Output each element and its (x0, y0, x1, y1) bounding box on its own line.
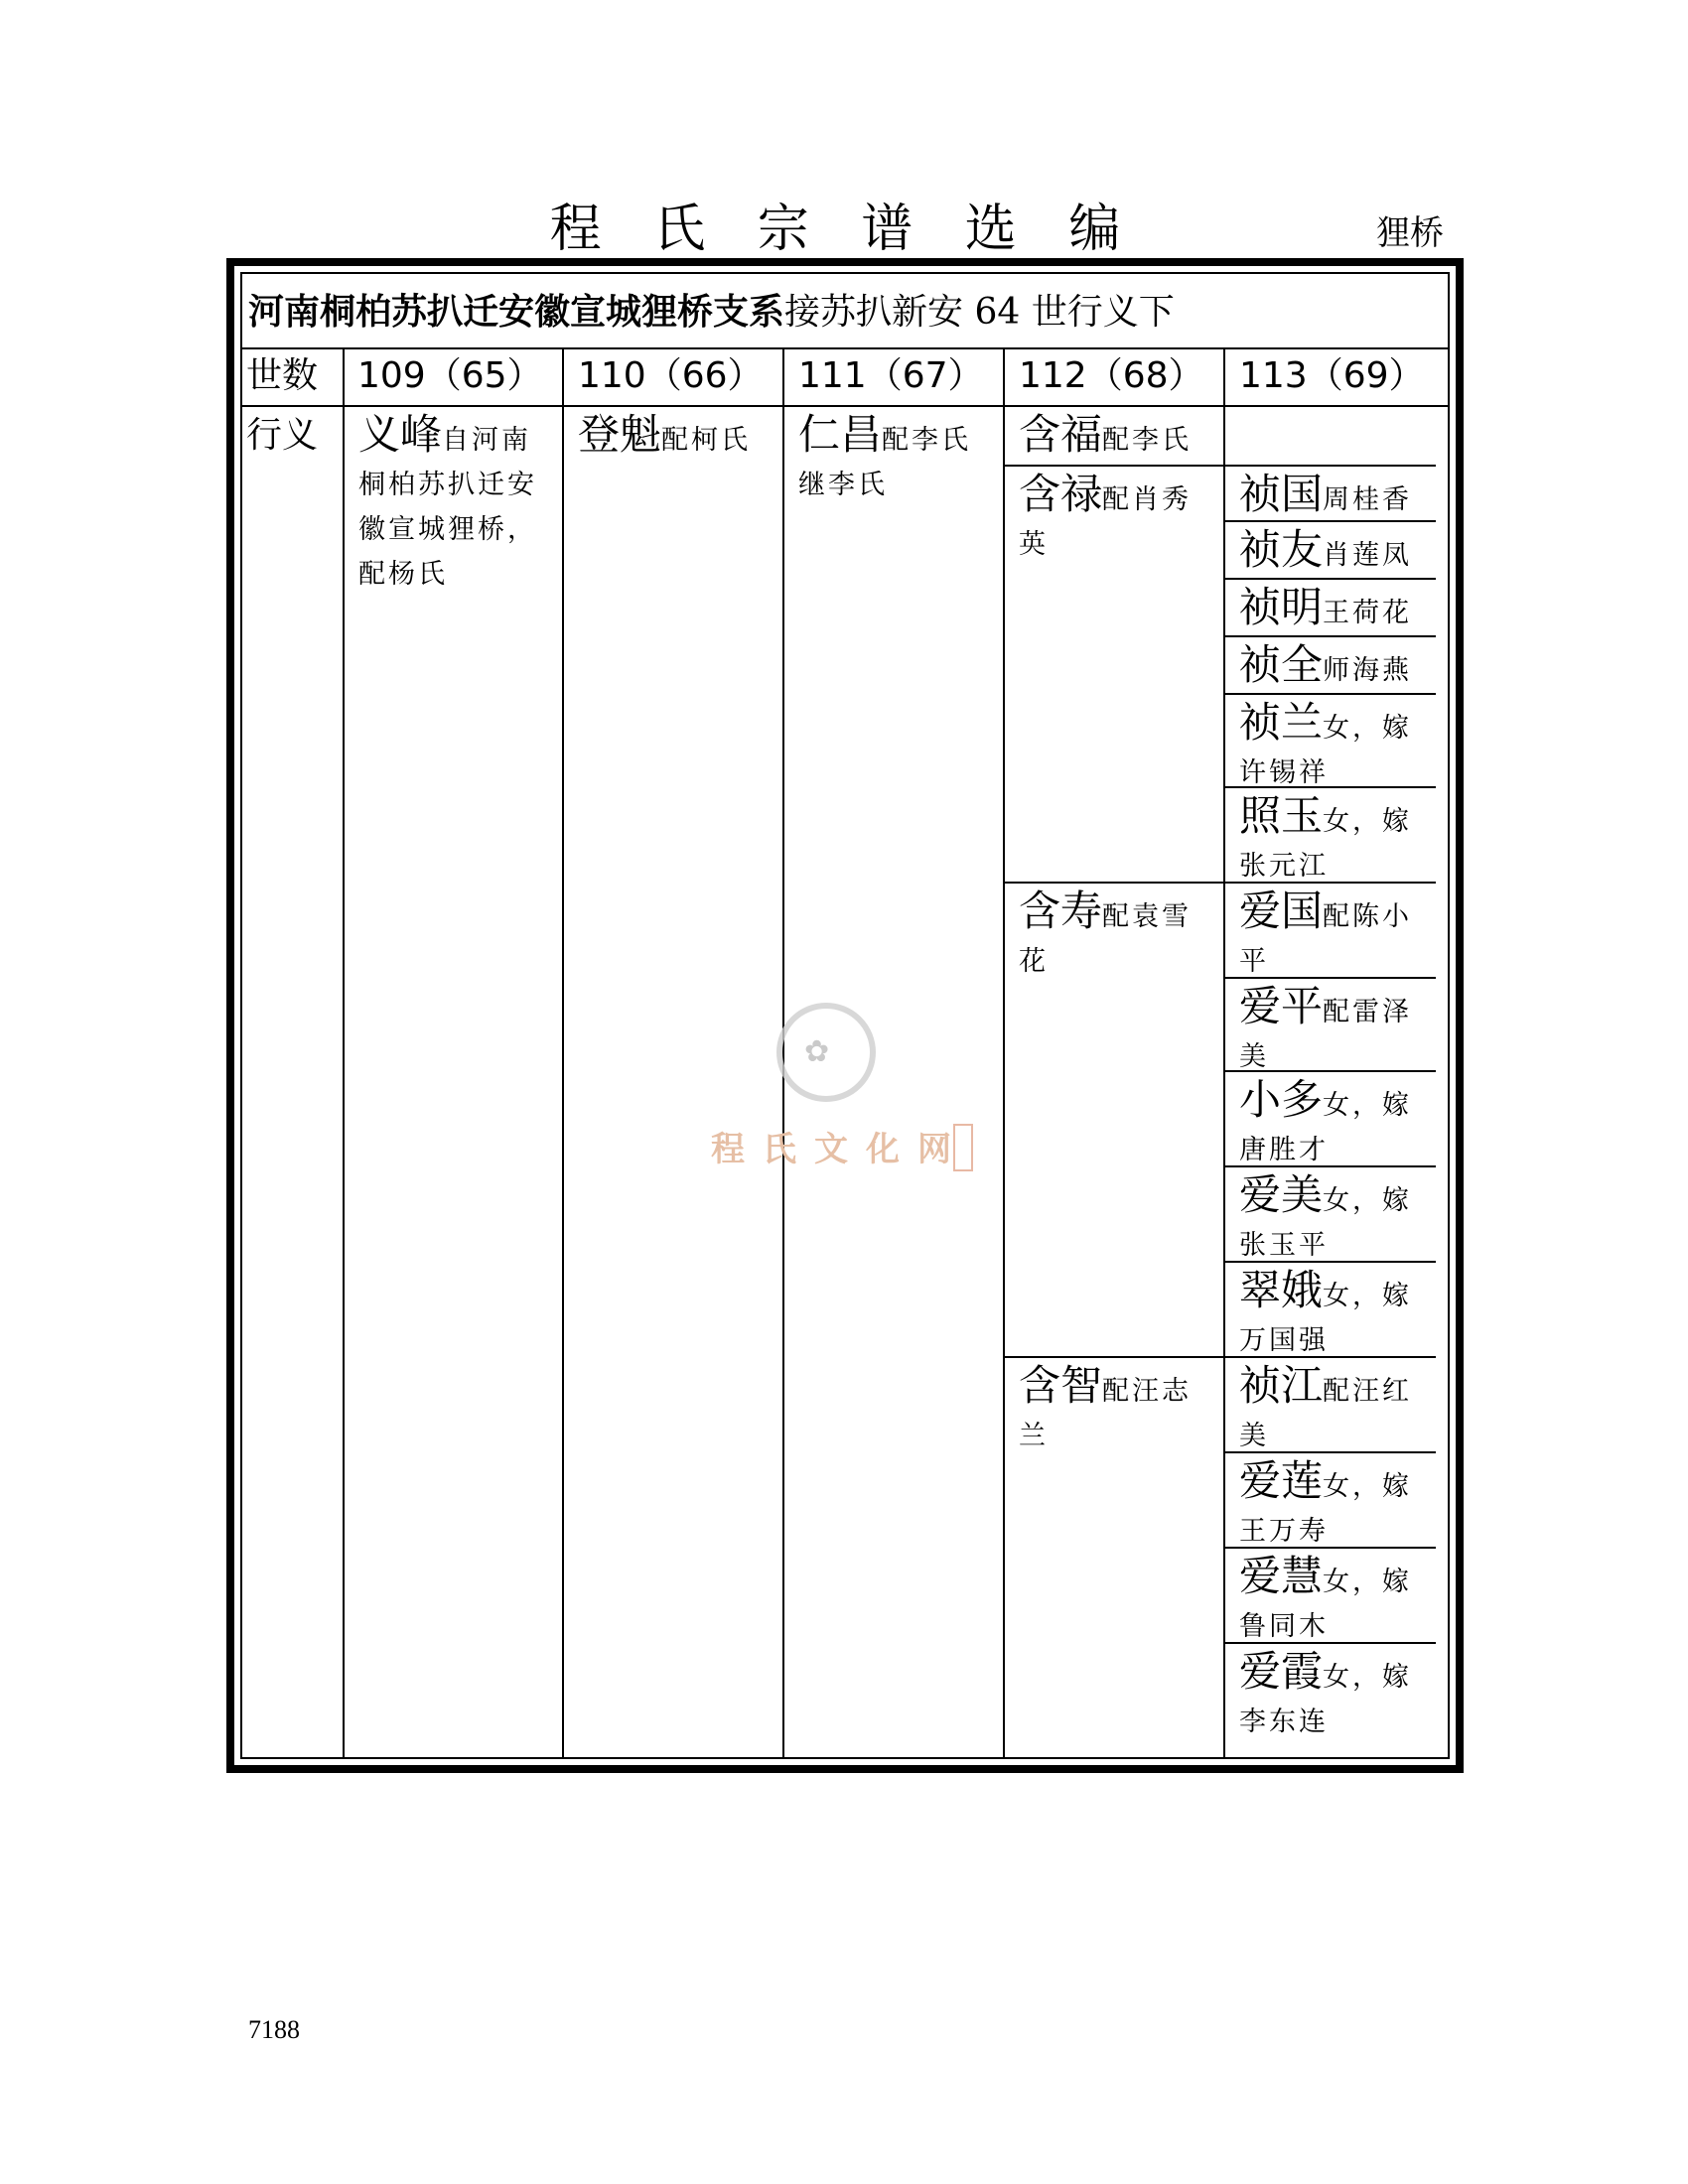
person-note: 配袁雪花 (1019, 901, 1193, 977)
person-note: 女，嫁许锡祥 (1239, 713, 1413, 786)
entry-112 (1005, 884, 1223, 1003)
entry-113 (1225, 1549, 1436, 1642)
person-name: 翠娥 (1239, 1266, 1324, 1314)
branch-subtitle: 接苏扒新安 64 世行义下 (784, 292, 1175, 333)
person-note: 自河南桐柏苏扒迁安徽宣城狸桥，配杨氏 (358, 425, 537, 590)
entry-111 (784, 407, 1001, 526)
person-name: 含禄 (1019, 470, 1103, 518)
person-note: 王荷花 (1323, 598, 1413, 628)
watermark-text: 程氏文化网 (711, 1130, 969, 1169)
row-label-name: 行义 (246, 415, 319, 456)
entry-112 (1005, 467, 1223, 586)
entry-113 (1225, 522, 1436, 578)
person-name: 爱国 (1239, 887, 1324, 935)
entry-113 (1225, 1644, 1436, 1755)
person-note: 配李氏 (1102, 425, 1193, 456)
row-label-generation: 世数 (246, 355, 319, 396)
entry-109 (345, 407, 561, 606)
entry-113 (1225, 637, 1436, 693)
person-note: 女，嫁张玉平 (1239, 1185, 1413, 1261)
person-name: 爱霞 (1239, 1647, 1324, 1696)
branch-banner (248, 282, 1440, 343)
entry-113 (1225, 1072, 1436, 1165)
person-name: 含寿 (1019, 887, 1103, 935)
person-name: 照玉 (1239, 791, 1324, 840)
branch-title: 河南桐柏苏扒迁安徽宣城狸桥支系 (248, 292, 785, 333)
person-note: 配柯氏 (661, 425, 752, 456)
entry-113 (1225, 580, 1436, 635)
person-note: 周桂香 (1323, 484, 1413, 515)
person-name: 祯江 (1239, 1361, 1324, 1410)
generation-header-111: 111（67） (798, 355, 984, 396)
person-note: 配汪志兰 (1019, 1376, 1193, 1451)
person-name: 祯友 (1239, 525, 1324, 574)
person-name: 爱美 (1239, 1170, 1324, 1219)
entry-113 (1225, 1358, 1436, 1451)
person-note: 女，嫁张元江 (1239, 806, 1413, 882)
entry-110 (564, 407, 780, 506)
person-name: 祯全 (1239, 640, 1324, 689)
entry-112 (1005, 1358, 1223, 1477)
person-note: 师海燕 (1323, 655, 1413, 686)
person-name: 爱莲 (1239, 1456, 1324, 1505)
person-name: 小多 (1239, 1075, 1324, 1124)
person-name: 义峰 (358, 410, 443, 459)
entry-113 (1225, 1263, 1436, 1356)
person-name: 仁昌 (798, 410, 883, 459)
person-name: 含福 (1019, 410, 1103, 459)
generation-header-109: 109（65） (357, 355, 543, 396)
person-name: 含智 (1019, 1361, 1103, 1410)
side-label: 狸桥 (1376, 213, 1444, 253)
person-name: 祯国 (1239, 470, 1324, 518)
generation-header-113: 113（69） (1239, 355, 1425, 396)
entry-113 (1225, 695, 1436, 786)
entry-113 (1225, 1453, 1436, 1547)
person-name: 祯兰 (1239, 698, 1324, 747)
person-note: 配雷泽美 (1239, 997, 1413, 1070)
person-note: 配汪红美 (1239, 1376, 1413, 1451)
person-name: 祯明 (1239, 583, 1324, 631)
watermark-seal-icon: ✿ (776, 1003, 876, 1102)
person-note: 配李氏继李氏 (798, 425, 972, 500)
person-name: 爱慧 (1239, 1552, 1324, 1600)
person-note: 女，嫁唐胜才 (1239, 1090, 1413, 1165)
entry-113 (1225, 467, 1436, 520)
person-name: 登魁 (578, 410, 662, 459)
person-note: 配陈小平 (1239, 901, 1413, 977)
person-note: 配肖秀英 (1019, 484, 1193, 560)
entry-113 (1225, 1167, 1436, 1261)
watermark-stamp-icon (953, 1124, 973, 1171)
entry-113 (1225, 788, 1436, 882)
entry-112 (1005, 407, 1223, 465)
generation-header-110: 110（66） (578, 355, 764, 396)
person-note: 女，嫁万国强 (1239, 1281, 1413, 1356)
entry-113 (1225, 979, 1436, 1070)
entry-113 (1225, 884, 1436, 977)
person-note: 女，嫁鲁同木 (1239, 1567, 1413, 1642)
person-name: 爱平 (1239, 982, 1324, 1030)
generation-header-112: 112（68） (1019, 355, 1204, 396)
page-title: 程 氏 宗 谱 选 编 (549, 200, 1139, 259)
person-note: 女，嫁李东连 (1239, 1662, 1413, 1737)
person-note: 女，嫁王万寿 (1239, 1471, 1413, 1547)
page-number: 7188 (248, 2015, 300, 2044)
person-note: 肖莲凤 (1323, 540, 1413, 571)
